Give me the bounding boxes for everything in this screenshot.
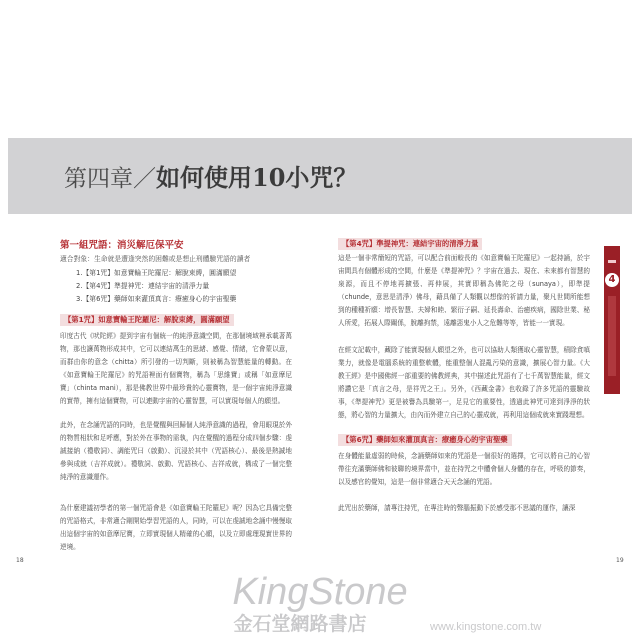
chapter-tab-number: 4 xyxy=(605,273,619,287)
page-number-right: 19 xyxy=(616,557,624,564)
paragraph: 印度古代《吠陀經》提到宇宙有個統一的純淨意識空間，在那個境域裡承載著萬物，那也讓萬物形成其中，它可以連結萬生的思緒、感覺、情緒，它會蒙以意，而群由你的意念（chitta）所引發的一切判斷，則被稱為智慧能量的轉動。在《如意寶輪王陀羅尼》的咒語裡面有個寶物，稱為「思維寶」或稱「如意摩尼寶」（chinta mani），那是佛教世界中最珍貴的心靈寶物，是一個宇宙純淨意識的實帶，擁有這個寶物，可以連動宇宙的心靈智慧，可以實現每個人的願望。 xyxy=(60,332,292,405)
mantra-tag: 【第6咒】藥師如來灌頂真言：療癒身心的宇宙聖藥 xyxy=(338,434,512,446)
paragraph: 此咒出於藥師，請專注持咒，在專注時的聲腦振動下於感受那不思議的運作，讓深 xyxy=(338,504,576,512)
kingstone-watermark xyxy=(0,572,640,640)
chapter-main-title: 如何使用10小咒？ xyxy=(156,163,358,192)
list-item: 1.【第1咒】如意寶輪王陀羅尼：解脫束縛，圓滿願望 xyxy=(76,269,237,277)
paragraph: 在經文記載中，藏除了能實現個人願望之外，也可以協助人類獲取心靈智慧，積除貪嗔業力，就像是電腦系統的重整軟體，能重整個人混亂污染的意識，擴展心智力量。《大教王經》是中國佛經一部重要的佛教經典，其中描述此咒語有了七千萬智慧能量，經文將讚它是「真言之母，是祥咒之王」。另外，《西藏金書》也收錄了許多咒語的靈驗故事，《準提神咒》更是被譽為具驗第一，足見它的重要性，透過此神咒可達到淨淨的狀態，將心智的力量擴大，由內而外建立自己的心靈成就，再利用這個成就來實踐理想。 xyxy=(338,346,590,419)
paragraph: 這是一個非常簡短的咒語，可以配合前面較長的《如意寶輪王陀羅尼》一起持誦，於宇宙間具有個體形成的空間，什麼是《準提神咒》？宇宙在過去、現在、未來都有智慧的泉源，而且不停地再擴張、再伸展，其實即稱為佛陀之母（sunaya），即準提（chunde，意思是清淨）佛母，藉具備了人類觀以想像的祈請力量，聚凡世間所能想到的種種祈願：增長智慧、夫婦和睦、繁衍子嗣、延長壽命、治癒疾病，國除世業、秘人所愛，拓展人際關係，脫離拘禁，遠離惡鬼小人之危難等等，皆能一一實現。 xyxy=(338,254,590,327)
page-number-left: 18 xyxy=(16,557,24,564)
mantra-tag: 【第4咒】準提神咒：連結宇宙的清淨力量 xyxy=(338,238,482,250)
paragraph: 此外，在念誦咒語的同時，也是覺醒與回歸個人純淨意識的過程，會用眼現於外的物質相狀和足呼應，對於外在事物的需執，內在覺醒的過程分成四個步驟：虔誠接納（禮敬詞）、調能咒曰（啟動）、沉浸於其中（咒語核心）、最後是熱誠地參與成就（吉祥成就）。禮敬詞、啟動、咒語核心、吉祥成就，構成了一個完整純淨的意識運作。 xyxy=(60,421,292,481)
chapter-number: 第四章 xyxy=(64,166,133,192)
chapter-title: 第四章／如何使用10小咒？ xyxy=(64,163,358,192)
target-note: 適合對象：生命就是遭逢突然的困難或是想止刑體驗咒語的讀者 xyxy=(60,255,251,263)
mantra-list xyxy=(76,267,236,306)
chapter-side-tab xyxy=(604,246,620,394)
list-item: 3.【第6咒】藥師如來灌頂真言：療癒身心的宇宙聖藥 xyxy=(76,295,237,303)
paragraph: 為什麼建議初學者的第一個咒語會是《如意寶輪王陀羅尼》呢？因為它具備完整的咒語格式，非常適合剛開始學習咒語的人，同時，可以在虔誠地念誦中慢慢取出這個宇宙的如意摩尼寶，立即實現個人精確的心願，以及立即處理現實世界的逆境。 xyxy=(60,504,292,551)
watermark-brand: KingStone xyxy=(232,572,408,613)
list-item: 2.【第4咒】準提神咒：連結宇宙的清淨力量 xyxy=(76,282,210,290)
watermark-chinese: 金石堂網路書店 xyxy=(233,613,367,635)
section-heading: 第一組咒語：消災解厄保平安 xyxy=(60,240,184,251)
paragraph: 在身體能量虛弱的時候，念誦藥師如來的咒語是一個很好的選擇，它可以將自己的心智帶往充滿藥師佛和彼聯的境界當中，並在持咒之中體會個人身體的存在，呼吸的節奏，以及感官的覺知，這是一個非常適合天天念誦的咒語。 xyxy=(338,452,590,486)
watermark-url: www.kingstone.com.tw xyxy=(430,621,542,633)
mantra-tag: 【第1咒】如意寶輪王陀羅尼：解脫束縛，圓滿願望 xyxy=(60,314,234,326)
book-spread xyxy=(8,84,632,568)
